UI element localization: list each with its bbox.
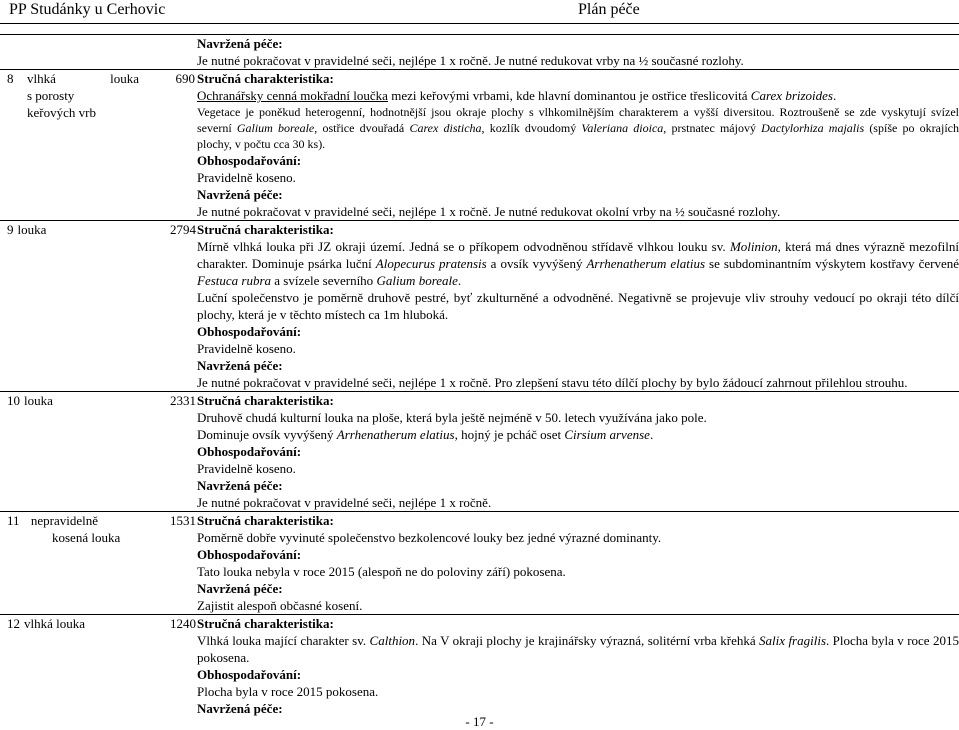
species-name: Galium boreale [236,121,315,135]
species-name: Molinion [729,239,778,254]
plot-area: 690 [175,71,195,86]
table-row-continuation [0,35,959,70]
characteristics-paragraph: Poměrně dobře vyvinuté společenstvo bezkolencové louky bez jedné výrazné dominanty. [197,530,662,545]
plot-number: 11 [7,513,20,528]
plot-number: 9 [7,222,14,237]
species-name: Carex brizoides [750,88,833,103]
species-name: Festuca rubra [197,273,272,288]
management-label: Obhospodařování: [197,444,302,459]
species-name: Valeriana dioica [581,121,664,135]
management-text: Tato louka nebyla v roce 2015 (alespoň ne do poloviny září) pokosena. [197,564,566,579]
plot-name: vlhká louka [27,71,139,86]
care-label: Navržená péče: [197,701,283,716]
characteristics-label: Stručná charakteristika: [197,513,334,528]
species-name: Carex disticha [409,121,482,135]
document-header-section: Plán péče [578,1,640,18]
management-text: Pravidelně koseno. [197,341,296,356]
species-name: Cirsium arvense [564,427,650,442]
plot-info-cell [0,221,197,392]
care-text: Je nutné pokračovat v pravidelné seči, nejlépe 1 x ročně. Pro zlepšení stavu této dílčí plochy by bylo žádoucí zahrnout přilehlou strouhu. [197,375,908,390]
characteristics-label: Stručná charakteristika: [197,393,334,408]
characteristics-label: Stručná charakteristika: [197,71,334,86]
plot-name: nepravidelně [30,513,99,528]
care-label: Navržená péče: [197,581,283,596]
species-name: Dactylorhiza majalis [761,121,865,135]
plot-description-cell [197,392,959,512]
plot-area: 1240 [170,616,196,631]
plot-number: 12 [7,616,20,631]
table-row [0,221,959,392]
characteristics-paragraph: Dominuje ovsík vyvýšený Arrhenatherum elatius, hojný je pcháč oset Cirsium arvense. [197,427,654,442]
management-text: Pravidelně koseno. [197,170,296,185]
plot-description-cell [197,615,959,718]
plot-name-line2: kosená louka [52,530,121,545]
plot-number: 10 [7,393,20,408]
plot-name: louka [24,393,53,408]
plot-info-cell [0,392,197,512]
plot-area: 2331 [170,393,196,408]
page-number: - 17 - [465,714,494,729]
characteristics-paragraph: Luční společenstvo je poměrně druhově pestré, byť zkulturněné a odvodněné. Negativně se projevuje vliv strouhy vedoucí po okraji této dílčí plochy, která je v těchto místech ca 1m hluboká. [197,290,959,322]
management-text: Pravidelně koseno. [197,461,296,476]
plot-info-cell [0,615,197,718]
plot-area: 1531 [170,513,196,528]
management-label: Obhospodařování: [197,667,302,682]
plot-description-cell [197,221,959,392]
characteristics-paragraph: Vlhká louka mající charakter sv. Calthion. Na V okraji plochy je krajinářsky výrazná, solitérní vrba křehká Salix fragilis. Plocha byla v roce 2015 pokosena. [197,633,959,665]
table-row [0,615,959,718]
characteristics-paragraph: Vegetace je poněkud heterogenní, hodnotnější jsou okraje plochy s vlhkomilnějším charakterem a vyšší diversitou. Roztroušeně se zde vyskytují svízel severní Galium boreale, ostřice dvouřadá Carex disticha, kozlík dvoudomý Valeriana dioica, prstnatec májový Dactylorhiza majalis (spíše po okrajích plochy, v počtu cca 30 ks). [197,105,959,151]
characteristics-paragraph: Mírně vlhká louka při JZ okraji území. Jedná se o příkopem odvodněnou střídavě vlhkou louku sv. Molinion, která má dnes výrazně mezofilní charakter. Dominuje psárka luční Alopecurus pratensis a ovsík vyvýšený Arrhenatherum elatius se subdominantním výskytem kostřavy červené Festuca rubra a svízele severního Galium boreale. [197,239,959,288]
species-name: Salix fragilis [759,633,827,648]
care-text: Je nutné pokračovat v pravidelné seči, nejlépe 1 x ročně. Je nutné redukovat okolní vrby na ½ současné rozlohy. [197,204,781,219]
management-label: Obhospodařování: [197,153,302,168]
table-row [0,70,959,221]
characteristics-highlight: Ochranářsky cenná mokřadní loučka [197,88,388,103]
species-name: Galium boreale [376,273,458,288]
table-row [0,512,959,615]
plot-description-cell [197,512,959,615]
care-text: Je nutné pokračovat v pravidelné seči, nejlépe 1 x ročně. [197,495,492,510]
characteristics-paragraph: Druhově chudá kulturní louka na ploše, která byla ještě nejméně v 50. letech využívána jako pole. [197,410,707,425]
species-name: Arrhenatherum elatius [336,427,455,442]
plot-info-cell [0,512,197,615]
plot-name-line3: keřových vrb [27,105,96,120]
management-label: Obhospodařování: [197,547,302,562]
management-text: Plocha byla v roce 2015 pokosena. [197,684,379,699]
plot-info-cell [0,70,197,221]
plot-name: vlhká louka [24,616,86,631]
species-name: Alopecurus pratensis [375,256,487,271]
species-name: Arrhenatherum elatius [586,256,706,271]
species-name: Calthion [369,633,416,648]
care-label: Navržená péče: [197,358,283,373]
characteristics-label: Stručná charakteristika: [197,222,334,237]
continuation-text-cell [197,35,959,70]
document-header-title: PP Studánky u Cerhovic [9,1,166,18]
care-label: Navržená péče: [197,478,283,493]
plot-number: 8 [7,71,14,86]
header-rule [0,23,959,24]
characteristics-label: Stručná charakteristika: [197,616,334,631]
plot-description-cell: Stručná charakteristika: Ochranářsky cenná mokřadní loučka mezi keřovými vrbami, kde hlavní dominantou je ostřice třeslicovitá Carex brizoides. Vegetace je poněkud heterogenní, hodnotnější jsou okraje plochy s vlhkomilnějším charakterem a vyšší diversitou. Roztroušeně se zde vyskytují svízel severní Galium boreale, ostřice dvouřadá Carex disticha, kozlík dvoudomý Valeriana dioica, prstnatec májový Dactylorhiza majalis (spíše po okrajích plochy, v počtu cca 30 ks). Obhospodařování: Pravidelně koseno. Navržená péče: Je nutné pokračovat v pravidelné seči, nejlépe 1 x ročně. Je nutné redukovat okolní vrby na ½ současné rozlohy. [197,71,959,219]
care-label: Navržená péče: [197,187,283,202]
care-text: Zajistit alespoň občasné kosení. [197,598,363,613]
management-plan-table [0,34,959,717]
care-text: Je nutné pokračovat v pravidelné seči, nejlépe 1 x ročně. Je nutné redukovat vrby na ½ současné rozlohy. [197,53,744,68]
management-label: Obhospodařování: [197,324,302,339]
plot-name-line2: s porosty [27,88,75,103]
table-row [0,392,959,512]
plot-area: 2794 [170,222,196,237]
care-label: Navržená péče: [197,36,283,51]
plot-name: louka [17,222,47,237]
